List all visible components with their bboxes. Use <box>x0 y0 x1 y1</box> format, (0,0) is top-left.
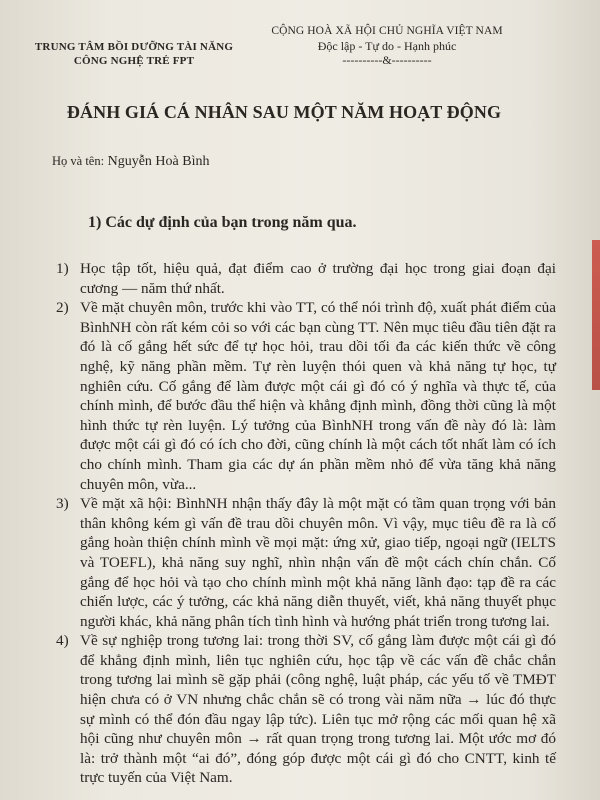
item-text: Về sự nghiệp trong tương lai: trong thời SV, cố gắng làm được một cái gì đó để khẳng định mình, liên tục nghiên cứu, học tập về các vấn đề chắc chắn trong tương lai mình sẽ gặp phải (công nghệ, luật pháp, các yếu tố về TMĐT hiện chưa có ở VN nhưng chắc chắn sẽ có trong vài năm nữa → lúc đó thực sự mình có thể đón đầu ngay lập tức). Liên tục mở rộng các mối quan hệ xã hội cũng như chuyên môn → rất quan trọng trong tương lai. Một ước mơ đó là: trở thành một “ai đó”, đóng góp được một cái gì đó cho CNTT, kinh tế trực tuyến của Việt Nam. <box>80 632 556 787</box>
national-header <box>262 24 512 68</box>
nation-name: CỘNG HOÀ XÃ HỘI CHỦ NGHĨA VIỆT NAM <box>271 25 503 37</box>
item-text: Học tập tốt, hiệu quả, đạt điểm cao ở trường đại học trong giai đoạn đại cương — năm thứ nhất. <box>80 260 556 297</box>
org-name-line1: TRUNG TÂM BỒI DƯỠNG TÀI NĂNG <box>34 41 234 53</box>
section-title: 1) Các dự định của bạn trong năm qua. <box>88 214 357 231</box>
item-number: 1) <box>56 260 69 277</box>
org-name-line2: CÔNG NGHỆ TRẺ FPT <box>73 55 195 67</box>
goal-list <box>56 259 556 788</box>
name-value: Nguyễn Hoà Bình <box>107 154 210 169</box>
item-number: 4) <box>56 632 69 650</box>
name-row <box>52 154 209 170</box>
header-divider: ----------&---------- <box>342 53 432 67</box>
item-text: Về mặt chuyên môn, trước khi vào TT, có thể nói trình độ, xuất phát điểm của BìnhNH còn rất kém cỏi so với các bạn cùng TT. Nên mục tiêu đầu tiên đặt ra đó là cố gắng hết sức để tự học hỏi, trau dồi tối đa các kiến thức về công nghệ, kỹ năng phần mềm. Tự rèn luyện thói quen và khả năng tự học, tự nghiên cứu. Cố gắng để làm được một cái gì đó có ý nghĩa và thực tế, của chính mình, để bước đầu thể hiện và khẳng định mình, đồng thời cũng là một hình thức tự rèn luyện. Lý tưởng của BìnhNH trong vấn đề này đó là: làm được một cái gì đó có ích cho đời, cũng chính là một cách tốt nhất làm có ích cho chính mình. Tham gia các dự án phần mềm nhỏ để vừa tăng khả năng chuyên môn, vừa... <box>80 299 556 493</box>
document-title: ĐÁNH GIÁ CÁ NHÂN SAU MỘT NĂM HOẠT ĐỘNG <box>66 102 502 122</box>
item-text: Về mặt xã hội: BìnhNH nhận thấy đây là một mặt có tầm quan trọng với bản thân không kém gì vấn đề trau dồi chuyên môn. Vì vậy, mục tiêu đề ra là cố gắng hoàn thiện chính mình về mọi mặt: ứng xử, giao tiếp, ngoại ngữ (IELTS và TOEFL), khả năng suy nghĩ, nhìn nhận vấn đề một cách chín chắn. Cố gắng để học hỏi và tạo cho chính mình một khả năng lãnh đạo: tạp đề ra các chiến lược, các ý tưởng, các khả năng diễn thuyết, viết, khả năng thuyết phục người khác, khả năng phân tích tình hình và hướng phát triển trong tương lai. <box>80 495 556 630</box>
red-cover-edge <box>592 240 600 390</box>
list-item <box>56 259 556 298</box>
national-motto: Độc lập - Tự do - Hạnh phúc <box>317 38 457 53</box>
organization-header <box>34 40 234 68</box>
item-number: 3) <box>56 495 69 513</box>
name-label: Họ và tên: <box>52 154 105 168</box>
list-item <box>56 631 556 788</box>
list-item <box>56 494 556 631</box>
item-number: 2) <box>56 299 69 317</box>
list-item <box>56 298 556 494</box>
